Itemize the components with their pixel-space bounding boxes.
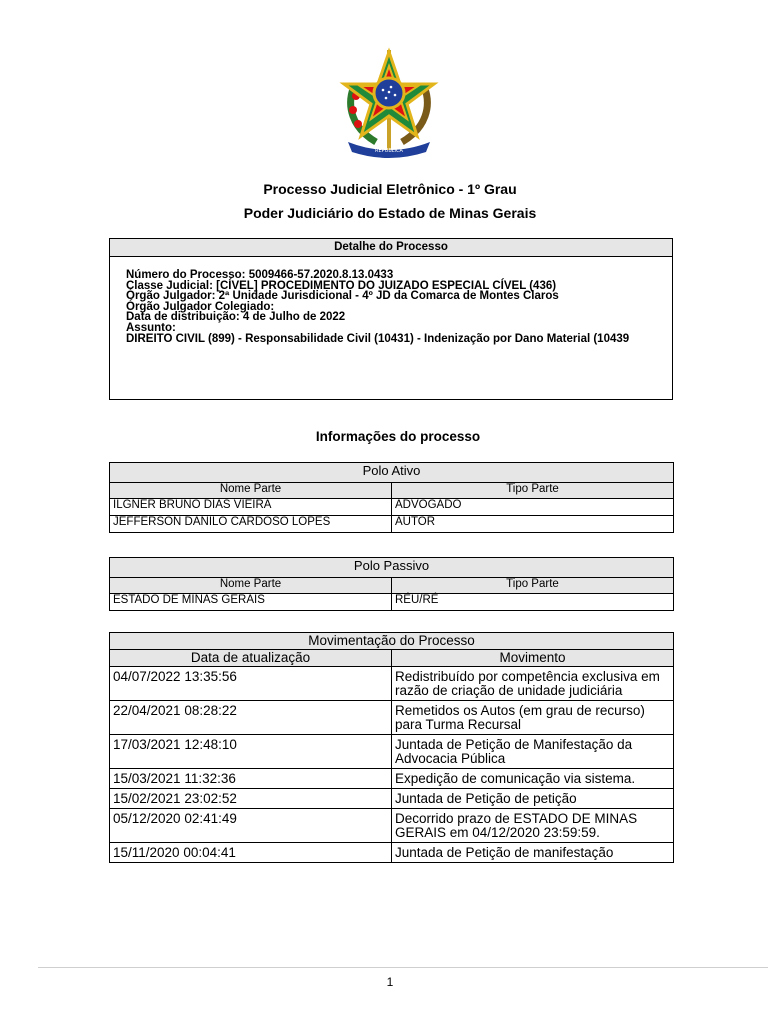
movement-date: 15/02/2021 23:02:52	[110, 789, 392, 809]
table-row	[110, 499, 674, 516]
col-header-movement: Movimento	[392, 650, 674, 667]
table-row	[110, 516, 674, 533]
polo-passivo-title: Polo Passivo	[110, 558, 674, 578]
movement-date: 15/03/2021 11:32:36	[110, 769, 392, 789]
table-row	[110, 735, 674, 769]
party-name: JEFFERSON DANILO CARDOSO LOPES	[110, 516, 392, 533]
table-row	[110, 789, 674, 809]
col-header-date: Data de atualização	[110, 650, 392, 667]
process-detail-box	[109, 238, 673, 400]
party-name: ILGNER BRUNO DIAS VIEIRA	[110, 499, 392, 516]
movement-date: 05/12/2020 02:41:49	[110, 809, 392, 843]
col-header-type: Tipo Parte	[392, 483, 674, 499]
table-row	[110, 809, 674, 843]
process-detail-body	[110, 257, 672, 344]
movement-date: 04/07/2022 13:35:56	[110, 667, 392, 701]
movement-date: 15/11/2020 00:04:41	[110, 843, 392, 863]
subject-value: DIREITO CIVIL (899) - Responsabilidade Civil (10431) - Indenização por Dano Material (10439	[126, 332, 630, 345]
table-row	[110, 769, 674, 789]
brazil-coat-of-arms-emblem	[336, 46, 442, 158]
page-number: 1	[386, 975, 394, 989]
page-subtitle: Poder Judiciário do Estado de Minas Gerais	[243, 205, 537, 221]
polo-passivo-table	[109, 557, 674, 611]
movement-text: Juntada de Petição de Manifestação da Advocacia Pública	[392, 735, 674, 769]
movement-text: Redistribuído por competência exclusiva em razão de criação de unidade judiciária	[392, 667, 674, 701]
movement-text: Expedição de comunicação via sistema.	[392, 769, 674, 789]
process-detail-header: Detalhe do Processo	[110, 239, 672, 257]
judging-body: Órgão Julgador: 2ª Unidade Jurisdicional - 4º JD da Comarca de Montes Claros	[126, 290, 559, 303]
table-row	[110, 667, 674, 701]
movement-date: 22/04/2021 08:28:22	[110, 701, 392, 735]
party-name: ESTADO DE MINAS GERAIS	[110, 594, 392, 611]
movimentacao-table	[109, 632, 674, 863]
judicial-class: Classe Judicial: [CÍVEL] PROCEDIMENTO DO JUIZADO ESPECIAL CÍVEL (436)	[126, 279, 557, 292]
table-row	[110, 843, 674, 863]
polo-ativo-title: Polo Ativo	[110, 463, 674, 483]
col-header-type: Tipo Parte	[392, 578, 674, 594]
party-type: RÉU/RÉ	[392, 594, 674, 611]
footer-divider	[38, 967, 768, 968]
distribution-date: Data de distribuição: 4 de Julho de 2022	[126, 311, 346, 324]
party-type: AUTOR	[392, 516, 674, 533]
table-row	[110, 594, 674, 611]
page-title: Processo Judicial Eletrônico - 1º Grau	[263, 181, 517, 197]
movement-text: Juntada de Petição de manifestação	[392, 843, 674, 863]
polo-ativo-table	[109, 462, 674, 533]
col-header-name: Nome Parte	[110, 483, 392, 499]
subject-label: Assunto:	[126, 321, 176, 334]
collegiate-body: Órgão Julgador Colegiado:	[126, 300, 275, 313]
movement-text: Remetidos os Autos (em grau de recurso) para Turma Recursal	[392, 701, 674, 735]
movement-text: Juntada de Petição de petição	[392, 789, 674, 809]
info-section-title: Informações do processo	[315, 429, 481, 444]
movement-date: 17/03/2021 12:48:10	[110, 735, 392, 769]
process-number: Número do Processo: 5009466-57.2020.8.13.0433	[126, 269, 394, 281]
movimentacao-title: Movimentação do Processo	[110, 633, 674, 650]
col-header-name: Nome Parte	[110, 578, 392, 594]
svg-text:REPUBLICA: REPUBLICA	[375, 148, 403, 154]
party-type: ADVOGADO	[392, 499, 674, 516]
table-row	[110, 701, 674, 735]
movement-text: Decorrido prazo de ESTADO DE MINAS GERAIS em 04/12/2020 23:59:59.	[392, 809, 674, 843]
